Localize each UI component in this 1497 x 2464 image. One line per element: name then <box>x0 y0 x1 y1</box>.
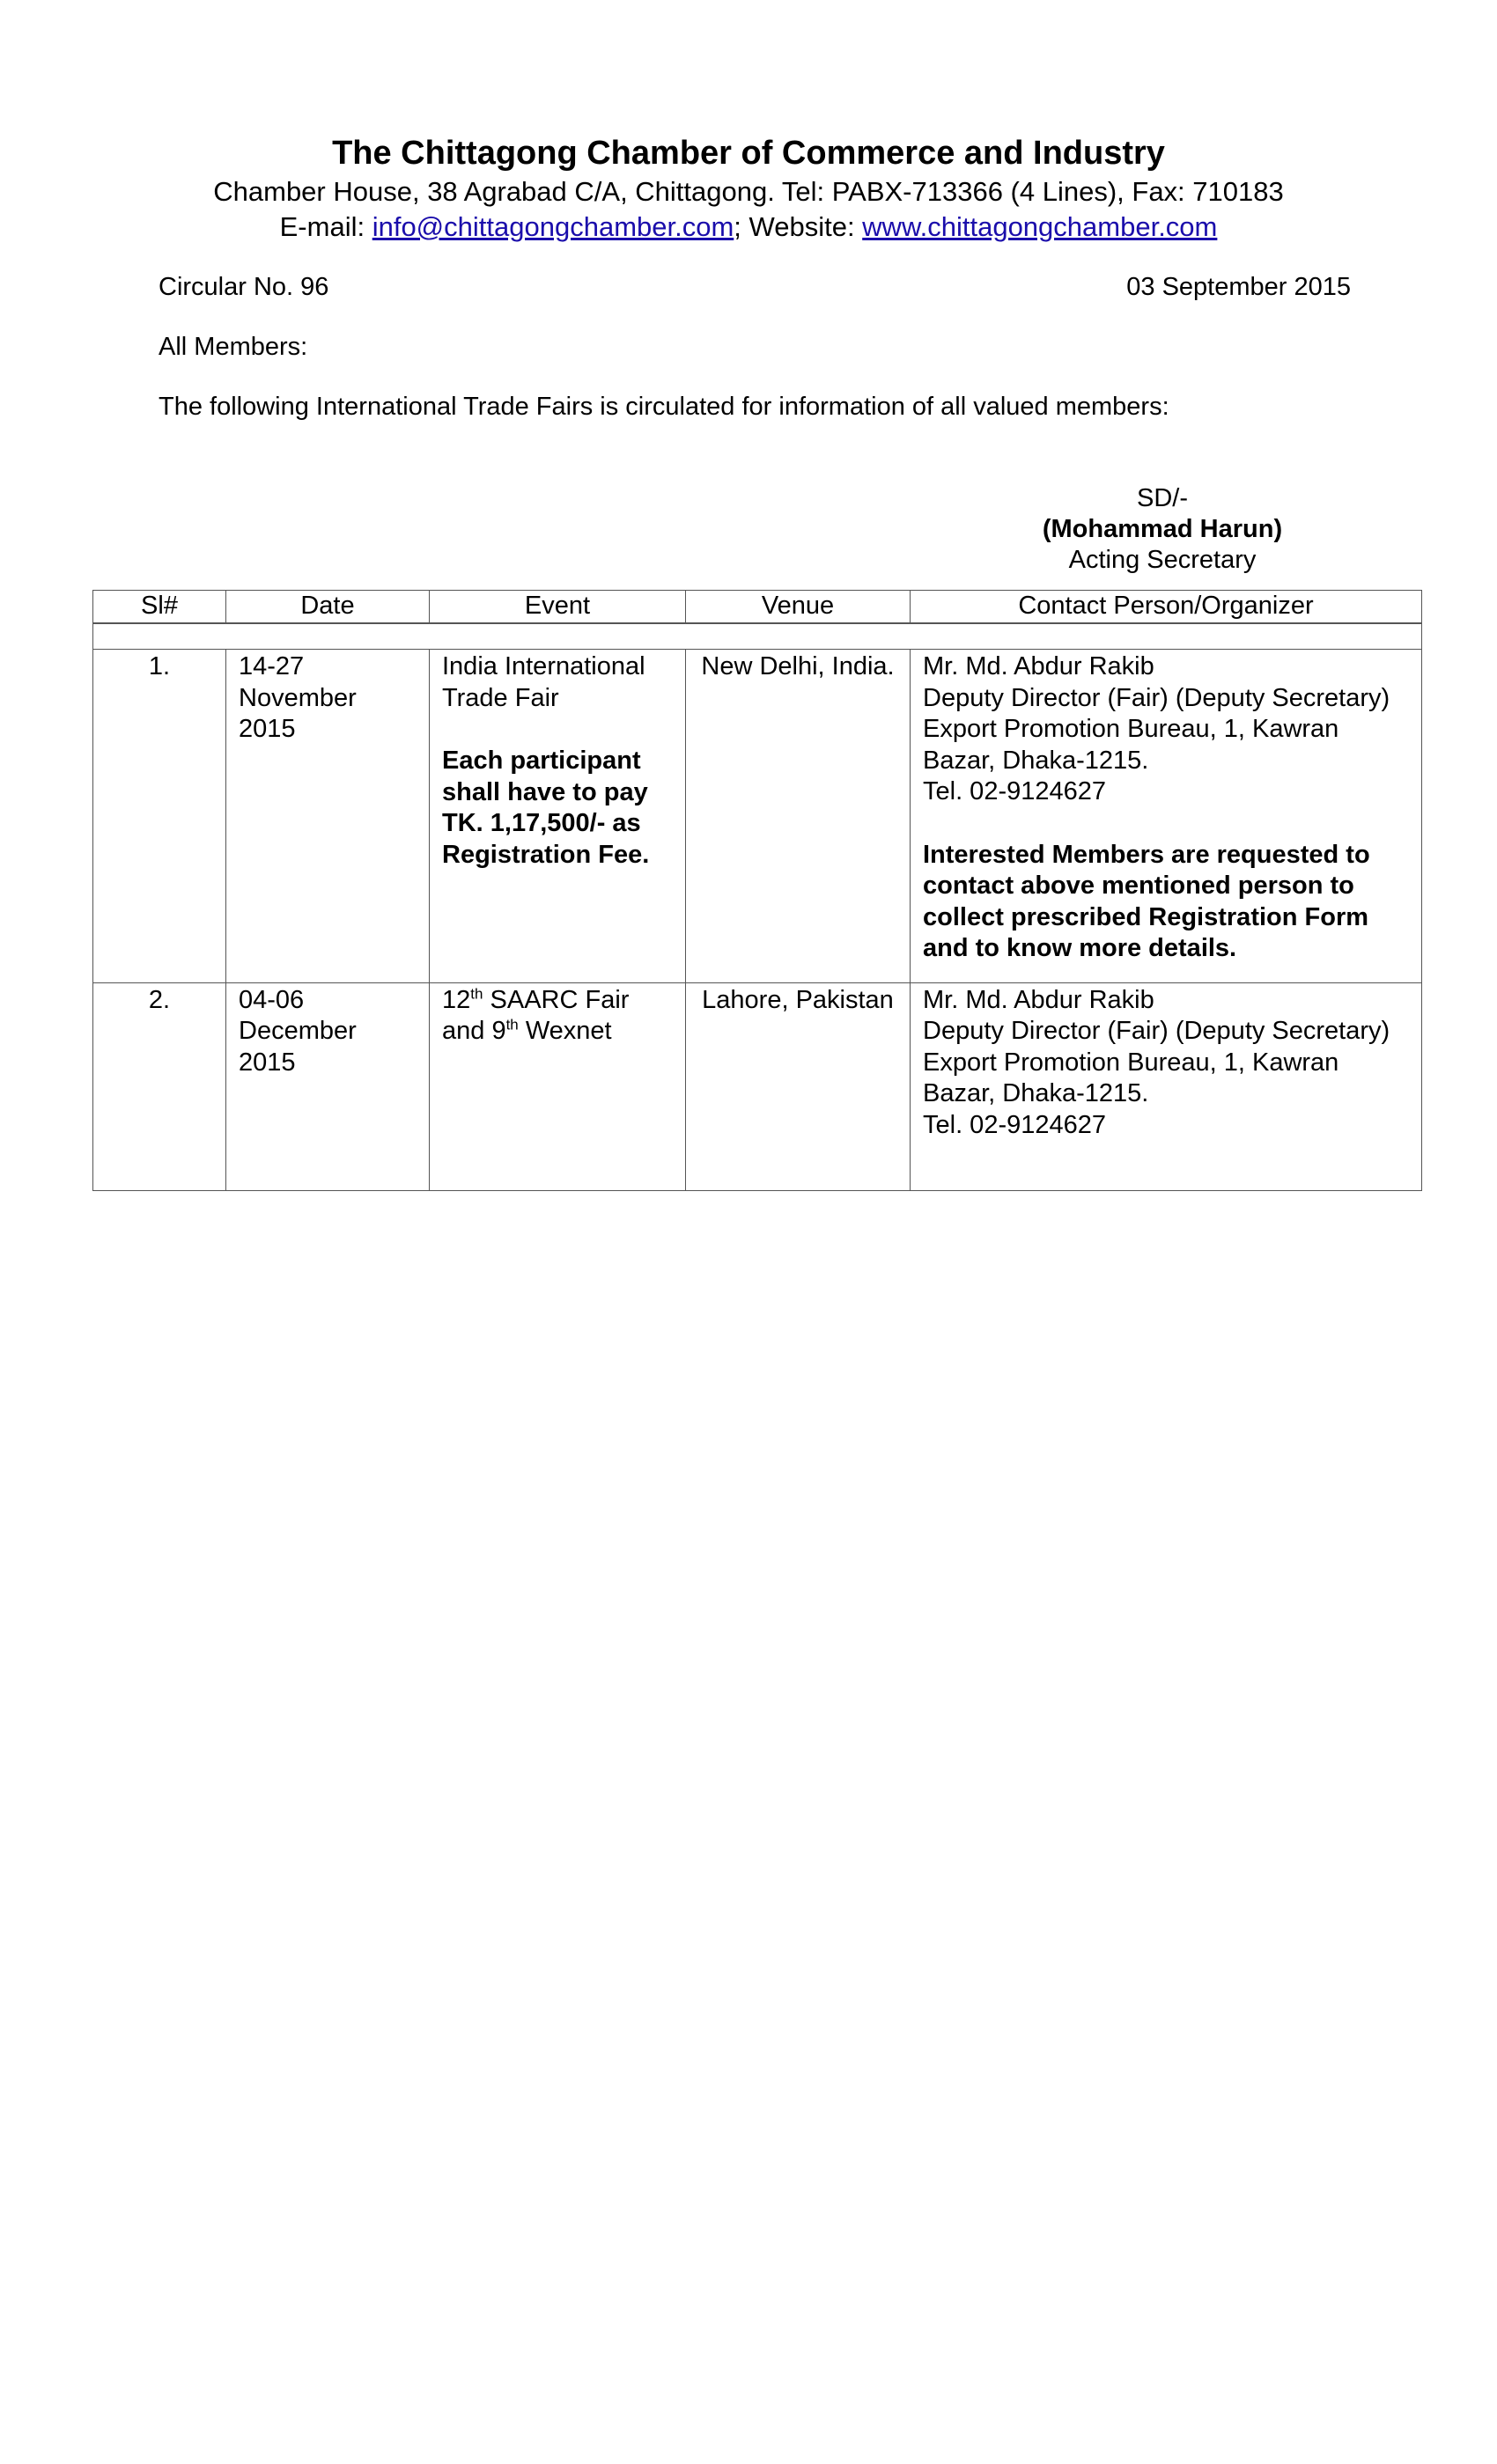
table-row <box>92 983 1422 1192</box>
event-fee-note: Each participant shall have to pay TK. 1,17,500/- as Registration Fee. <box>442 747 650 869</box>
cell-date: 14-27 November 2015 <box>225 650 429 983</box>
signature-block <box>969 483 1356 576</box>
circular-date: 03 September 2015 <box>1126 273 1351 301</box>
letterhead <box>0 132 1497 245</box>
cell-event <box>429 650 685 983</box>
organization-contact <box>0 210 1497 245</box>
organization-address: Chamber House, 38 Agrabad C/A, Chittagong. Tel: PABX-713366 (4 Lines), Fax: 710183 <box>213 176 1284 207</box>
email-link[interactable]: info@chittagongchamber.com <box>372 211 734 242</box>
table-spacer <box>92 623 1422 650</box>
signatory-name: (Mohammad Harun) <box>1042 515 1283 543</box>
contact-tel: Tel. 02-9124627 <box>923 1110 1106 1139</box>
cell-sl: 1. <box>92 650 225 983</box>
header-date: Date <box>225 590 429 623</box>
cell-venue: Lahore, Pakistan <box>685 983 910 1192</box>
contact-name: Mr. Md. Abdur Rakib <box>923 985 1154 1014</box>
cell-date: 04-06 December 2015 <box>225 983 429 1192</box>
event-part: Wexnet <box>518 1017 612 1045</box>
intro-text: The following International Trade Fairs is circulated for information of all valued members: <box>159 393 1169 421</box>
contact-note: Interested Members are requested to contact above mentioned person to collect prescribed Registration Form and to know more details. <box>923 840 1370 962</box>
organization-name: The Chittagong Chamber of Commerce and Industry <box>332 135 1165 172</box>
header-event: Event <box>429 590 685 623</box>
email-label: E-mail: <box>279 211 372 242</box>
table-row <box>92 650 1422 983</box>
ordinal-suffix: th <box>505 1016 519 1033</box>
circular-number: Circular No. 96 <box>159 273 329 301</box>
contact-title: Deputy Director (Fair) (Deputy Secretary) <box>923 1017 1390 1045</box>
contact-organization: Export Promotion Bureau, 1, Kawran Bazar, Dhaka-1215. <box>923 715 1339 775</box>
salutation: All Members: <box>159 333 308 361</box>
signatory-title: Acting Secretary <box>1068 546 1257 574</box>
ordinal-suffix: th <box>470 984 483 1002</box>
event-part: 12 <box>442 985 471 1014</box>
circular-header <box>159 271 1351 303</box>
trade-fairs-table <box>92 590 1422 1191</box>
header-contact: Contact Person/Organizer <box>910 590 1422 623</box>
event-part: SAARC Fair and 9 <box>442 985 630 1045</box>
table-header-row <box>92 590 1422 623</box>
event-title: India International Trade Fair <box>442 652 645 712</box>
contact-name: Mr. Md. Abdur Rakib <box>923 652 1154 680</box>
cell-venue: New Delhi, India. <box>685 650 910 983</box>
cell-event <box>429 983 685 1192</box>
header-venue: Venue <box>685 590 910 623</box>
contact-tel: Tel. 02-9124627 <box>923 777 1106 805</box>
signature-sd: SD/- <box>1137 484 1188 512</box>
header-sl: Sl# <box>92 590 225 623</box>
website-link[interactable]: www.chittagongchamber.com <box>862 211 1218 242</box>
website-label: ; Website: <box>734 211 863 242</box>
contact-title: Deputy Director (Fair) (Deputy Secretary) <box>923 683 1390 712</box>
cell-sl: 2. <box>92 983 225 1192</box>
contact-organization: Export Promotion Bureau, 1, Kawran Bazar, Dhaka-1215. <box>923 1048 1339 1107</box>
cell-contact <box>910 650 1422 983</box>
cell-contact <box>910 983 1422 1192</box>
